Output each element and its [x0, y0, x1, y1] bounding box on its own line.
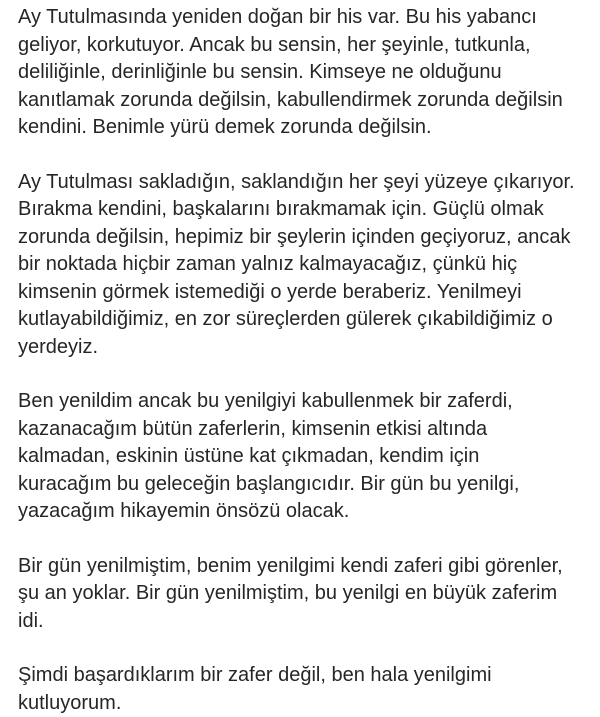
paragraph-line: yerdeyiz. [18, 334, 590, 362]
paragraph-line: Şimdi başardıklarım bir zafer değil, ben hala yenilgimi [18, 662, 590, 690]
paragraph-line: kazanacağım bütün zaferlerin, kimsenin etkisi altında [18, 416, 590, 444]
paragraph-line: yazacağım hikayemin önsözü olacak. [18, 498, 590, 526]
paragraph-5 [18, 662, 590, 717]
paragraph-line: geliyor, korkutuyor. Ancak bu sensin, her şeyinle, tutkunla, [18, 32, 590, 60]
paragraph-line: bir noktada hiçbir zaman yalnız kalmayacağız, çünkü hiç [18, 251, 590, 279]
paragraph-line: kimsenin görmek istemediği o yerde beraberiz. Yenilmeyi [18, 279, 590, 307]
paragraph-line: deliliğinle, derinliğinle bu sensin. Kimseye ne olduğunu [18, 59, 590, 87]
paragraph-line: kanıtlamak zorunda değilsin, kabullendirmek zorunda değilsin [18, 87, 590, 115]
paragraph-line: kuracağım bu geleceğin başlangıcıdır. Bir gün bu yenilgi, [18, 471, 590, 499]
post-text-body [18, 0, 590, 717]
paragraph-line: şu an yoklar. Bir gün yenilmiştim, bu yenilgi en büyük zaferim [18, 580, 590, 608]
paragraph-line: Ay Tutulmasında yeniden doğan bir his var. Bu his yabancı [18, 4, 590, 32]
paragraph-4 [18, 553, 590, 636]
paragraph-line: Ay Tutulması sakladığın, saklandığın her şeyi yüzeye çıkarıyor. [18, 169, 590, 197]
paragraph-line: kutluyorum. [18, 690, 590, 717]
paragraph-line: Bir gün yenilmiştim, benim yenilgimi kendi zaferi gibi görenler, [18, 553, 590, 581]
paragraph-line: zorunda değilsin, hepimiz bir şeylerin içinden geçiyoruz, ancak [18, 224, 590, 252]
paragraph-line: Bırakma kendini, başkalarını bırakmamak için. Güçlü olmak [18, 196, 590, 224]
paragraph-2 [18, 169, 590, 362]
paragraph-line: idi. [18, 608, 590, 636]
paragraph-line: Ben yenildim ancak bu yenilgiyi kabullenmek bir zaferdi, [18, 388, 590, 416]
paragraph-line: kalmadan, eskinin üstüne kat çıkmadan, kendim için [18, 443, 590, 471]
paragraph-line: kutlayabildiğimiz, en zor süreçlerden gülerek çıkabildiğimiz o [18, 306, 590, 334]
paragraph-line: kendini. Benimle yürü demek zorunda değilsin. [18, 114, 590, 142]
paragraph-3 [18, 388, 590, 526]
paragraph-1 [18, 4, 590, 142]
